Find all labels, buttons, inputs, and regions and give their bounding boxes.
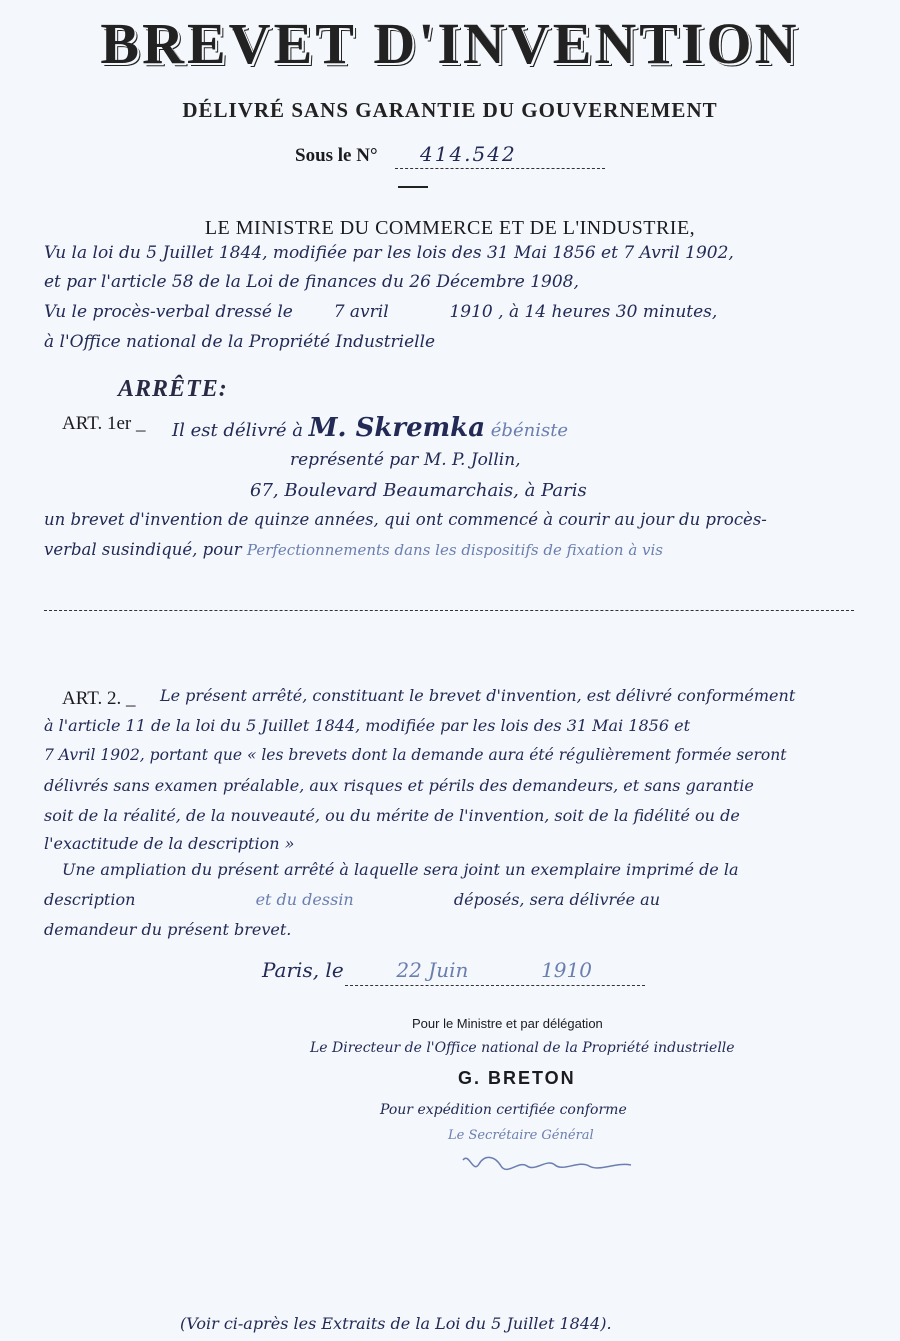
signatory-name: G. BRETON (458, 1068, 576, 1088)
signature-secretaire: Le Secrétaire Général (448, 1128, 594, 1143)
art1-address: 67, Boulevard Beaumarchais, à Paris (250, 480, 587, 501)
date-place: Paris, le (262, 958, 344, 982)
signature-directeur: Le Directeur de l'Office national de la Propriété industrielle (310, 1040, 735, 1056)
art2-line-5: soit de la réalité, de la nouveauté, ou du mérite de l'invention, soit de la fidélité ou de (44, 806, 740, 825)
preamble-line-2: et par l'article 58 de la Loi de finances du 26 Décembre 1908, (44, 272, 579, 292)
date-year: 1910 (541, 958, 592, 982)
footer-note: (Voir ci-après les Extraits de la Loi du 5 Juillet 1844). (180, 1314, 612, 1333)
number-dotted-line (395, 168, 605, 169)
art2-line-4: délivrés sans examen préalable, aux risques et périls des demandeurs, et sans garantie (44, 776, 754, 795)
date-dotted-line (345, 985, 645, 986)
separator-dash (398, 186, 428, 188)
art2-line-2: à l'article 11 de la loi du 5 Juillet 1844, modifiée par les lois des 31 Mai 1856 et (44, 716, 690, 735)
art2-deposes: déposés, sera délivrée au (453, 890, 661, 909)
minister-heading: LE MINISTRE DU COMMERCE ET DE L'INDUSTRIE, (204, 217, 696, 239)
art2-line-6: l'exactitude de la description » (44, 834, 295, 853)
art1-pour: verbal susindiqué, pour (44, 540, 242, 559)
applicant-name: M. Skremka (308, 413, 486, 443)
document-subtitle: DÉLIVRÉ SANS GARANTIE DU GOUVERNEMENT (182, 98, 718, 122)
art1-dotted-line (44, 610, 854, 611)
handwritten-signature (455, 1150, 645, 1176)
signature-pour: Pour le Ministre et par délégation (412, 1016, 603, 1031)
preamble-line-3 (44, 302, 717, 322)
art1-line-2: représenté par M. P. Jollin, (290, 450, 521, 470)
preamble-time: , à 14 heures 30 minutes, (498, 302, 718, 322)
art2-line-1: Le présent arrêté, constituant le brevet d'invention, est délivré conformément (160, 686, 796, 705)
arrete-heading: ARRÊTE: (118, 376, 228, 402)
date-line (262, 958, 592, 982)
preamble-date: 7 avril (333, 302, 389, 322)
preamble-line-4: à l'Office national de la Propriété Industrielle (44, 332, 436, 352)
art2-label: ART. 2. _ (62, 688, 136, 709)
preamble-proces-verbal: Vu le procès-verbal dressé le (44, 302, 293, 322)
art2-dessin: et du dessin (255, 890, 354, 909)
preamble-line-1: Vu la loi du 5 Juillet 1844, modifiée par les lois des 31 Mai 1856 et 7 Avril 1902, (44, 243, 734, 263)
invention-title: Perfectionnements dans les dispositifs de fixation à vis (246, 541, 664, 559)
art2-description: description (44, 890, 136, 909)
art1-delivered-to: Il est délivré à (172, 420, 304, 441)
art1-line-1 (172, 413, 568, 443)
art2-line-8 (44, 890, 660, 909)
art1-label: ART. 1er _ (62, 413, 146, 434)
document-title: BREVET D'INVENTION (100, 11, 800, 76)
art2-line-9: demandeur du présent brevet. (44, 920, 292, 939)
patent-number: 414.542 (420, 142, 517, 166)
applicant-profession: ébéniste (490, 420, 569, 441)
art2-line-7: Une ampliation du présent arrêté à laquelle sera joint un exemplaire imprimé de la (62, 860, 739, 879)
patent-number-label: Sous le N° (295, 145, 378, 166)
date-day-month: 22 Juin (396, 958, 469, 982)
signature-expedition: Pour expédition certifiée conforme (380, 1102, 627, 1118)
preamble-year: 1910 (449, 302, 493, 322)
art1-line-4: un brevet d'invention de quinze années, qui ont commencé à courir au jour du procès- (44, 510, 767, 529)
art2-line-3: 7 Avril 1902, portant que « les brevets dont la demande aura été régulièrement formée seront (44, 746, 787, 764)
art1-line-5 (44, 540, 663, 559)
